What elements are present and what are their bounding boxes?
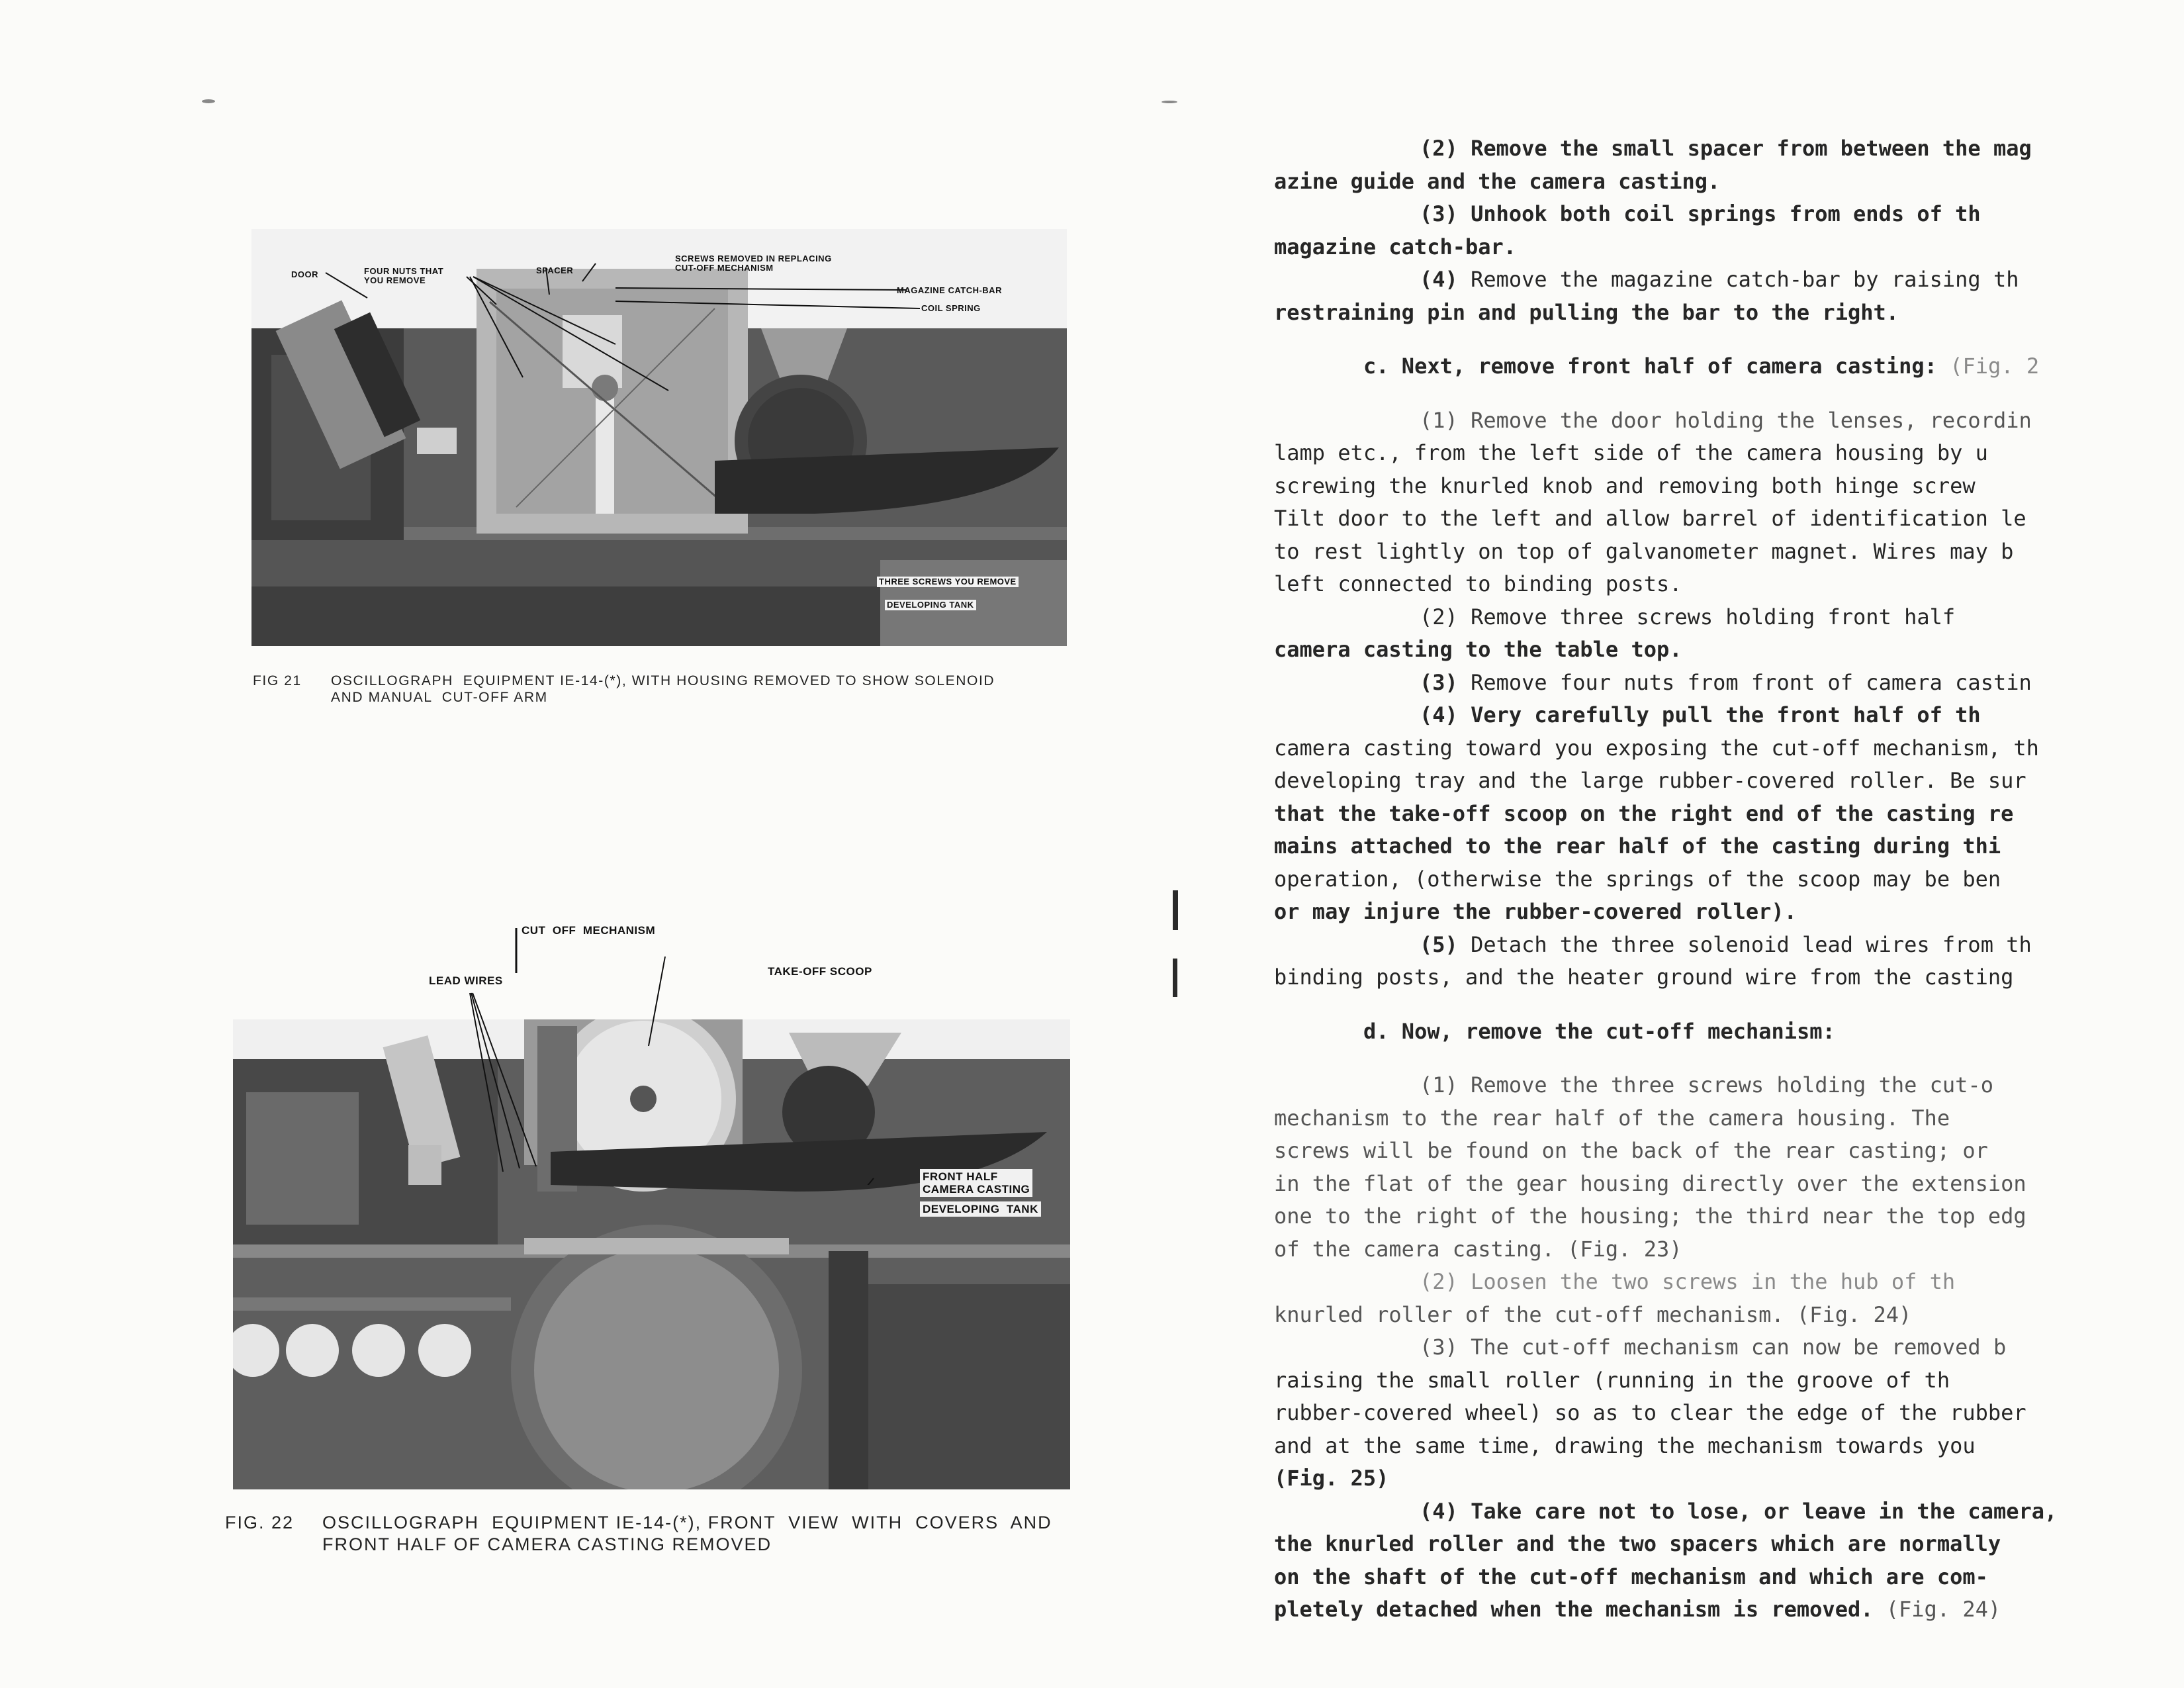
step-c4-line3: developing tray and the large rubber-covered roller. Be sur <box>1274 768 2026 793</box>
label-coil-spring: COIL SPRING <box>921 303 981 313</box>
step-c4-line5: mains attached to the rear half of the casting during thi <box>1274 833 2001 859</box>
step-d1-line4: in the flat of the gear housing directly over the extension <box>1274 1170 2026 1196</box>
step-c2-line2: camera casting to the table top. <box>1274 637 1682 662</box>
label-front-half-camera-casting: FRONT HALF CAMERA CASTING <box>920 1169 1032 1197</box>
step-d3-line1: (3) The cut-off mechanism can now be removed b <box>1420 1335 2007 1360</box>
step-d4-line2: the knurled roller and the two spacers which are normally <box>1274 1531 2001 1556</box>
step-c5-line1: (5) Detach the three solenoid lead wires from th <box>1420 931 2032 957</box>
step-c4-line6: operation, (otherwise the springs of the scoop may be ben <box>1274 866 2001 892</box>
step-d4-line1: (4) Take care not to lose, or leave in the camera, <box>1420 1498 2058 1524</box>
label-cut-off-mechanism: CUT OFF MECHANISM <box>522 924 656 937</box>
label-door: DOOR <box>291 269 318 279</box>
step-b2-line2: azine guide and the camera casting. <box>1274 168 1721 194</box>
figure-21-leader-lines <box>245 225 1066 437</box>
label-lead-wires: LEAD WIRES <box>429 974 503 987</box>
scan-speck-2 <box>1161 101 1177 103</box>
step-d2-line2: knurled roller of the cut-off mechanism. (Fig. 24) <box>1274 1301 1912 1327</box>
section-c-heading: c. Next, remove front half of camera casting: (Fig. 2 <box>1363 353 2040 379</box>
figure-21-caption: OSCILLOGRAPH EQUIPMENT IE-14-(*), WITH HOUSING REMOVED TO SHOW SOLENOID AND MANUAL CUT-OFF ARM <box>331 673 995 705</box>
step-b3-line1: (3) Unhook both coil springs from ends of th <box>1420 201 1981 226</box>
figure-22 <box>225 920 1079 1569</box>
step-c1-line6: left connected to binding posts. <box>1274 571 1682 596</box>
step-c4-line7: or may injure the rubber-covered roller). <box>1274 899 1797 924</box>
step-d3-line4: and at the same time, drawing the mechanism towards you <box>1274 1432 1976 1458</box>
figure-21-number: FIG 21 <box>253 673 302 688</box>
label-four-nuts: FOUR NUTS THAT YOU REMOVE <box>364 266 444 285</box>
label-screws-removed: SCREWS REMOVED IN REPLACING CUT-OFF MECHANISM <box>675 254 832 273</box>
label-three-screws: THREE SCREWS YOU REMOVE <box>877 577 1019 587</box>
step-c1-line5: to rest lightly on top of galvanometer magnet. Wires may b <box>1274 538 2014 564</box>
step-d1-line2: mechanism to the rear half of the camera housing. The <box>1274 1105 1950 1131</box>
figure-22-leader-lines <box>225 920 1079 1185</box>
step-d2-line1: (2) Loosen the two screws in the hub of th <box>1420 1269 1956 1294</box>
step-c3-line1: (3) Remove four nuts from front of camera castin <box>1420 669 2032 695</box>
figure-22-number: FIG. 22 <box>225 1513 295 1532</box>
instruction-text <box>1274 132 2115 1626</box>
step-b3-line2: magazine catch-bar. <box>1274 234 1517 259</box>
label-spacer: SPACER <box>536 265 574 275</box>
step-d1-line5: one to the right of the housing; the third near the top edg <box>1274 1203 2026 1229</box>
step-c1-line3: screwing the knurled knob and removing both hinge screw <box>1274 473 1976 498</box>
step-c4-line2: camera casting toward you exposing the cut-off mechanism, th <box>1274 735 2039 761</box>
section-d-heading: d. Now, remove the cut-off mechanism: <box>1363 1018 1835 1044</box>
step-c2-line1: (2) Remove three screws holding front half <box>1420 604 1956 630</box>
label-developing-tank: DEVELOPING TANK <box>885 600 976 610</box>
step-d3-line3: rubber-covered wheel) so as to clear the edge of the rubber <box>1274 1400 2026 1425</box>
step-d3-line2: raising the small roller (running in the groove of th <box>1274 1367 1950 1393</box>
label-take-off-scoop: TAKE-OFF SCOOP <box>768 965 872 978</box>
step-c1-line4: Tilt door to the left and allow barrel of identification le <box>1274 506 2026 531</box>
step-d1-line1: (1) Remove the three screws holding the cut-o <box>1420 1072 1993 1098</box>
step-b2-line1: (2) Remove the small spacer from between the mag <box>1420 136 2032 161</box>
binding-mark-bottom <box>1173 959 1177 997</box>
binding-mark-top <box>1173 890 1178 930</box>
step-c1-line2: lamp etc., from the left side of the camera housing by u <box>1274 440 1988 465</box>
step-d3-line5: (Fig. 25) <box>1274 1466 1389 1491</box>
step-c4-line1: (4) Very carefully pull the front half of th <box>1420 702 1981 727</box>
figure-22-caption: OSCILLOGRAPH EQUIPMENT IE-14-(*), FRONT VIEW WITH COVERS AND FRONT HALF OF CAMERA CASTING REMOVED <box>322 1513 1052 1554</box>
label-magazine-catch-bar: MAGAZINE CATCH-BAR <box>897 285 1002 295</box>
step-d1-line6: of the camera casting. (Fig. 23) <box>1274 1236 1682 1262</box>
step-c5-line2: binding posts, and the heater ground wire from the casting <box>1274 964 2014 990</box>
step-b4-line1: (4) Remove the magazine catch-bar by raising th <box>1420 267 2019 292</box>
step-b4-line2: restraining pin and pulling the bar to the right. <box>1274 299 1899 325</box>
step-d1-line3: screws will be found on the back of the rear casting; or <box>1274 1138 1988 1163</box>
step-c1-line1: (1) Remove the door holding the lenses, recordin <box>1420 407 2032 433</box>
step-d4-line3: on the shaft of the cut-off mechanism and which are com- <box>1274 1564 1988 1589</box>
scan-speck <box>202 99 215 103</box>
step-d4-line4: pletely detached when the mechanism is removed. (Fig. 24) <box>1274 1597 2001 1622</box>
step-c4-line4: that the take-off scoop on the right end of the casting re <box>1274 800 2014 826</box>
figure-21 <box>245 225 1066 705</box>
label-developing-tank-22: DEVELOPING TANK <box>920 1201 1041 1217</box>
